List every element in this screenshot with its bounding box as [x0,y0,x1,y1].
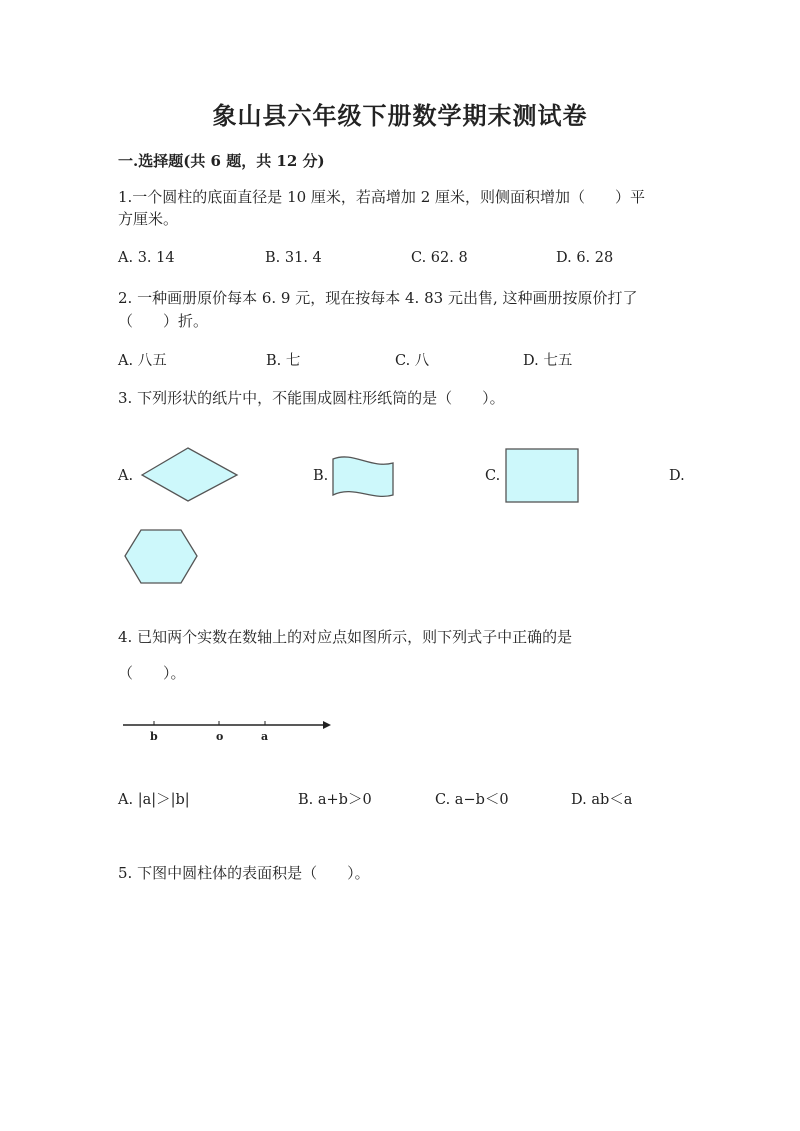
wavy-shape [331,455,397,501]
question-5-text: 5. 下图中圆柱体的表面积是（ ）。 [118,864,370,882]
q2-option-a: A. 八五 [118,353,167,369]
rectangle-shape [505,448,581,504]
q1-option-a: A. 3. 14 [118,250,175,266]
q2-option-d: D. 七五 [523,353,573,369]
axis-label-b: b [150,730,158,743]
axis-label-a: a [261,730,269,743]
q1-option-b: B. 31. 4 [265,250,322,266]
hexagon-shape [123,528,199,586]
rhombus-shape [140,447,240,503]
question-4-line-2: （ ）。 [118,664,186,682]
q3-option-c-label: C. [485,468,501,484]
q3-option-a-label: A. [118,468,134,484]
q2-option-c: C. 八 [395,353,430,369]
q4-option-d: D. ab＜a [571,792,633,808]
section-heading: 一.选择题(共 6 题，共 12 分) [118,152,325,170]
page-title: 象山县六年级下册数学期末测试卷 [212,101,588,130]
q3-option-d-label: D. [669,468,685,484]
q4-option-a: A. |a|＞|b| [118,792,190,808]
q4-option-c: C. a−b＜0 [435,792,509,808]
q3-option-b-label: B. [313,468,329,484]
question-3-text: 3. 下列形状的纸片中，不能围成圆柱形纸筒的是（ ）。 [118,389,505,407]
q2-option-b: B. 七 [266,353,301,369]
question-1-line-2: 方厘米。 [118,210,179,228]
question-2-line-2: （ ）折。 [118,312,209,330]
question-2-line-1: 2. 一种画册原价每本 6. 9 元，现在按每本 4. 83 元出售, 这种画册按原价打了 [118,289,638,307]
question-1-line-1: 1.一个圆柱的底面直径是 10 厘米，若高增加 2 厘米，则侧面积增加（ ）平 [118,188,646,206]
q1-option-d: D. 6. 28 [556,250,614,266]
question-4-line-1: 4. 已知两个实数在数轴上的对应点如图所示，则下列式子中正确的是 [118,628,573,646]
q4-option-b: B. a+b＞0 [298,792,372,808]
axis-label-o: o [216,730,224,743]
q1-option-c: C. 62. 8 [411,250,468,266]
